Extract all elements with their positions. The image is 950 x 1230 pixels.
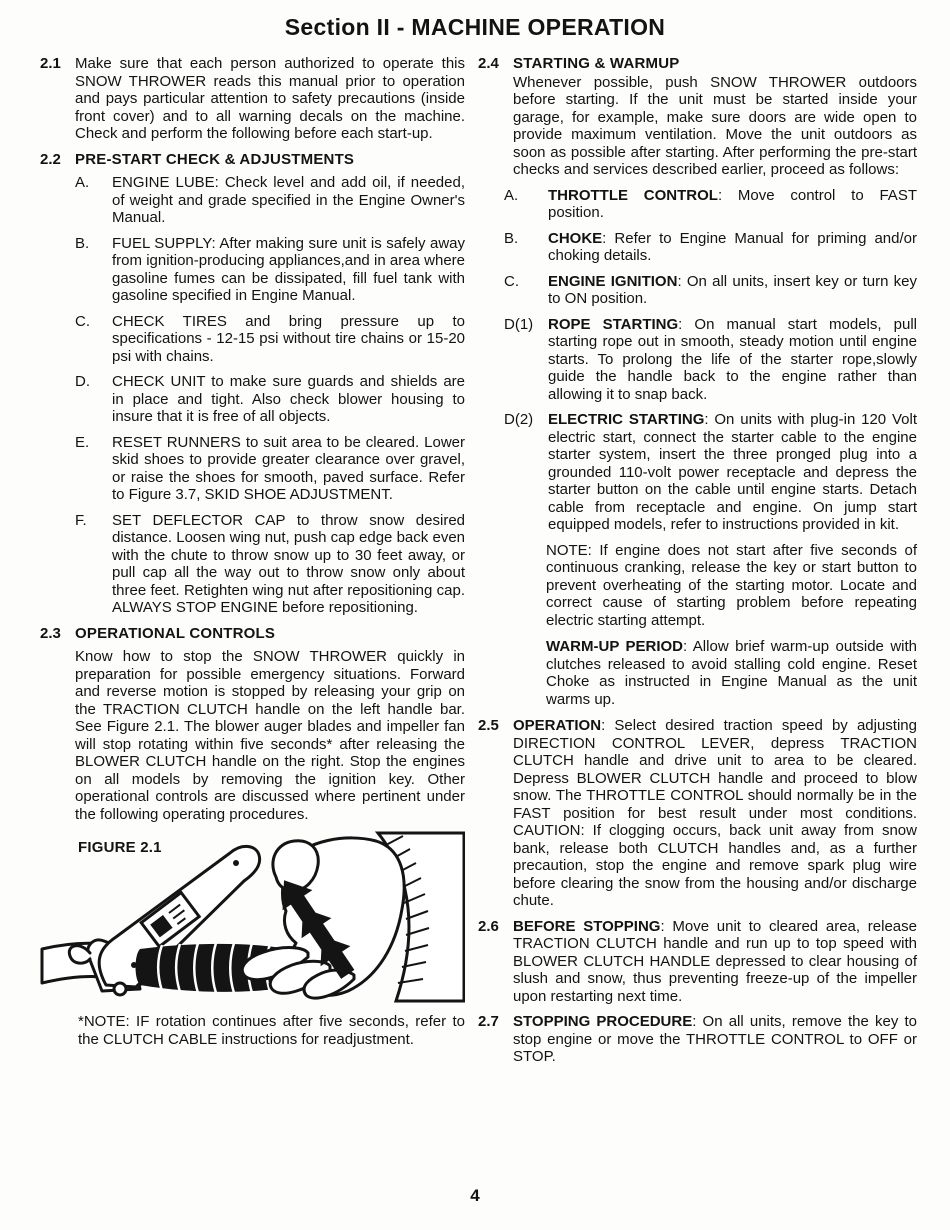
section-2-4 xyxy=(478,55,917,179)
starting-step-c xyxy=(504,273,917,308)
item-text: RESET RUNNERS to suit area to be cleared. Lower skid shoes to provide greater clearance over gravel, or raise the shoes for smooth, paved surface. Refer to Figure 3.7, SKID SHOE ADJUSTMENT. xyxy=(112,433,465,503)
section-2-4-text: Whenever possible, push SNOW THROWER outdoors before starting. If the unit must be started inside your garage, for example, make sure doors are wide open to provide maximum ventilation. Move the unit outdoors as soon as possible after starting. After performing the pre-start checks and services described earlier, proceed as follows: xyxy=(513,73,917,178)
left-column xyxy=(40,55,465,1074)
figure-2-1 xyxy=(40,831,465,1003)
item-rest: : On units with plug-in 120 Volt electric start, connect the starter cable to the engine starter system, insert the three pronged plug into a grounded 110-volt power receptacle and depress the starter button on the cable until engine starts. Detach cable from receptacle and engine. On jump start equipped models, refer to instructions provided in kit. xyxy=(548,411,917,533)
item-text: CHECK UNIT to make sure guards and shields are in place and tight. Also check blower housing to insure that it is free of all objects. xyxy=(112,373,465,425)
section-rest: : Move unit to cleared area, release TRACTION CLUTCH handle and run up to top speed with BLOWER CLUTCH HANDLE depressed to clear housing of slush and snow, thus preventing freeze-up of the impeller upon restarting next time. xyxy=(513,917,917,1005)
page-number: 4 xyxy=(470,1185,480,1205)
starting-step-b xyxy=(504,230,917,265)
item-letter: B. xyxy=(75,234,90,252)
section-2-6 xyxy=(478,918,917,1006)
item-text: ENGINE LUBE: Check level and add oil, if needed, of weight and grade specified in the Engine Owner's Manual. xyxy=(112,174,465,226)
warmup-period xyxy=(546,638,917,708)
item-letter: F. xyxy=(75,511,87,529)
page-title: Section II - MACHINE OPERATION xyxy=(284,14,666,40)
section-2-6-text xyxy=(513,918,917,1006)
section-rest: : On all units, remove the key to stop engine or move the THROTTLE CONTROL to OFF or STOP. xyxy=(513,1013,917,1065)
section-term: OPERATION xyxy=(513,717,602,734)
item-letter: C. xyxy=(75,312,90,330)
cranking-note: NOTE: If engine does not start after five seconds of continuous cranking, release the key or start button to prevent overheating of the starting motor. Locate and correct cause of starting problem before repeating electric starting attempt. xyxy=(546,541,917,629)
footnote: *NOTE: IF rotation continues after five seconds, refer to the CLUTCH CABLE instructions for readjustment. xyxy=(78,1013,465,1048)
warmup-term: WARM-UP PERIOD xyxy=(546,638,684,655)
item-letter: C. xyxy=(504,272,519,290)
item-letter: A. xyxy=(75,174,90,191)
section-2-7-text xyxy=(513,1013,917,1066)
starting-step-a xyxy=(504,187,917,222)
item-term: ENGINE IGNITION xyxy=(548,272,678,290)
section-2-5-number: 2.5 xyxy=(478,717,499,734)
item-text: FUEL SUPPLY: After making sure unit is safely away from ignition-producing appliances,and in area where gasoline fumes can be dissipated, fill fuel tank with gasoline specified in Engine Manual. xyxy=(112,234,465,304)
checklist-item-f xyxy=(75,512,465,617)
section-2-2-title: PRE-START CHECK & ADJUSTMENTS xyxy=(75,150,355,168)
section-2-3-title: OPERATIONAL CONTROLS xyxy=(75,624,276,642)
item-rest: : Refer to Engine Manual for priming and/or choking details. xyxy=(548,229,917,264)
item-letter: B. xyxy=(504,229,519,247)
item-text xyxy=(548,316,917,404)
section-2-3-heading xyxy=(40,625,465,643)
item-term: ROPE STARTING xyxy=(548,315,679,333)
item-text xyxy=(548,273,917,308)
checklist-item-a xyxy=(75,174,465,227)
item-term: CHOKE xyxy=(548,229,603,247)
section-term: BEFORE STOPPING xyxy=(513,917,661,935)
item-text: CHECK TIRES and bring pressure up to specifications - 12-15 psi without tire chains or 15-20 psi with chains. xyxy=(112,312,465,365)
item-rest: : Move control to FAST position. xyxy=(548,186,917,221)
item-letter: A. xyxy=(504,186,519,204)
checklist-item-c xyxy=(75,313,465,366)
starting-step-d2 xyxy=(504,411,917,534)
item-text xyxy=(548,187,917,222)
section-2-2-number: 2.2 xyxy=(40,150,61,168)
item-letter: D(1) xyxy=(504,315,534,333)
item-letter: D(2) xyxy=(504,411,534,428)
item-term: THROTTLE CONTROL xyxy=(548,186,718,204)
item-rest: : On all units, insert key or turn key to ON position. xyxy=(548,272,918,307)
section-2-4-number: 2.4 xyxy=(478,55,499,72)
checklist-item-d xyxy=(75,373,465,426)
section-2-2-heading xyxy=(40,151,465,169)
section-2-1 xyxy=(40,55,465,143)
section-2-5 xyxy=(478,717,917,910)
section-2-5-text xyxy=(513,717,917,910)
section-2-6-number: 2.6 xyxy=(478,917,499,935)
section-rest: : Select desired traction speed by adjusting DIRECTION CONTROL LEVER, depress TRACTION CLUTCH handle and drive unit to area to be cleared. Depress BLOWER CLUTCH handle and proceed to blow snow. The THROTTLE CONTROL should normally be in the FAST position for best result under most conditions. CAUTION: If clogging occurs, back unit away from snow bank, release both CLUTCH handles and, as a further precaution, stop the engine and remove spark plug wire before clearing the snow from the housing and/or discharge chute. xyxy=(513,717,917,909)
item-rest: : On manual start models, pull starting rope out in smooth, steady motion until engine starts. To prolong the life of the starter rope,slowly guide the handle back to the engine rather than allowing it to snap back. xyxy=(548,315,917,403)
section-term: STOPPING PROCEDURE xyxy=(513,1013,693,1030)
item-text: SET DEFLECTOR CAP to throw snow desired distance. Loosen wing nut, push cap edge back even with the chute to throw snow up to 30 feet away, or pull cap all the way out to throw snow only about three feet. Retighten wing nut after repositioning cap. ALWAYS STOP ENGINE before repositioning. xyxy=(112,511,465,616)
checklist-item-b xyxy=(75,235,465,305)
section-2-3-text: Know how to stop the SNOW THROWER quickly in preparation for possible emergency situations. Forward and reverse motion is stopped by releasing your grip on the TRACTION CLUTCH handle on the left handle bar. See Figure 2.1. The blower auger blades and impeller fan will stop rotating within five seconds* after releasing the BLOWER CLUTCH handle on the right. Stop the engines on all models by removing the ignition key. Other operational controls are discussed where pertinent under the following operating procedures. xyxy=(75,648,465,823)
warmup-rest: : Allow brief warm-up outside with clutches released to avoid stalling cold engine. Reset Choke as instructed in Engine Manual as the unit warms up. xyxy=(546,638,917,708)
item-letter: E. xyxy=(75,433,90,451)
section-2-1-number: 2.1 xyxy=(40,55,61,72)
checklist-item-e xyxy=(75,434,465,504)
section-2-7-number: 2.7 xyxy=(478,1013,499,1030)
item-text xyxy=(548,230,917,265)
item-term: ELECTRIC STARTING xyxy=(548,411,705,428)
section-2-3-number: 2.3 xyxy=(40,624,61,642)
section-2-7 xyxy=(478,1013,917,1066)
item-letter: D. xyxy=(75,373,90,390)
starting-step-d1 xyxy=(504,316,917,404)
figure-label: FIGURE 2.1 xyxy=(78,839,162,856)
section-2-4-title: STARTING & WARMUP xyxy=(513,55,680,72)
item-text xyxy=(548,411,917,534)
right-column xyxy=(478,55,917,1074)
figure-2-1-illustration xyxy=(40,831,465,1003)
section-2-1-text: Make sure that each person authorized to operate this SNOW THROWER reads this manual prior to operation and pays particular attention to safety precautions (inside front cover) and to all warning decals on the machine. Check and perform the following before each start-up. xyxy=(75,55,465,142)
two-column-layout xyxy=(0,55,950,1074)
